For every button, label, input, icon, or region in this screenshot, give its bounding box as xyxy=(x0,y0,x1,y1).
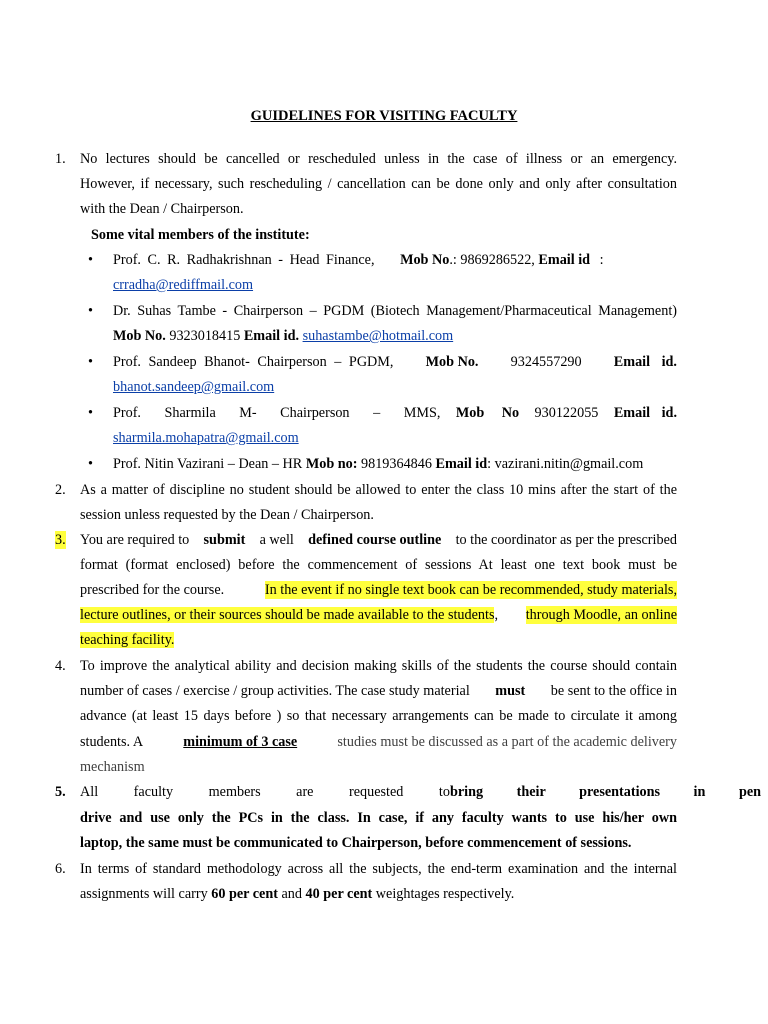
item-4-line-4 xyxy=(80,733,677,751)
member-4-mob: 930122055 xyxy=(534,405,599,421)
member-4-mob-label: Mob No xyxy=(455,405,520,421)
item-4-line-3: advance (at least 15 days before ) so that necessary arrangements can be made to circulate it among xyxy=(80,708,677,724)
item-6-line-1: In terms of standard methodology across all the subjects, the end-term examination and the internal xyxy=(80,861,677,877)
item-4-text-c: be sent to the office in xyxy=(550,683,677,699)
item-4-text-students: students. A xyxy=(80,734,144,750)
item-number-5: 5. xyxy=(55,784,66,800)
item-number-1: 1. xyxy=(55,151,66,167)
member-3-name: Prof. Sandeep Bhanot- Chairperson – PGDM, xyxy=(113,354,394,370)
item-6-forty: 40 per cent xyxy=(305,886,373,902)
bullet-2: • xyxy=(88,303,93,319)
member-2-email-link[interactable]: suhastambe@hotmail.com xyxy=(302,328,454,344)
member-4-email-link[interactable]: sharmila.mohapatra@gmail.com xyxy=(113,430,299,446)
item-3-text-e: to the coordinator as per the prescribed xyxy=(455,532,677,548)
members-subheading: Some vital members of the institute: xyxy=(91,227,310,243)
member-5-role: – Dean – HR xyxy=(227,456,303,472)
member-2-email-label: Email id. xyxy=(243,328,300,344)
item-5-line-2: drive and use only the PCs in the class. In case, if any faculty wants to use his/her own xyxy=(80,810,677,826)
bullet-1: • xyxy=(88,252,93,268)
member-1-mob: .: 9869286522, xyxy=(449,252,535,268)
item-3-submit: submit xyxy=(203,532,246,548)
item-number-2: 2. xyxy=(55,482,66,498)
member-5-email: : vazirani.nitin@gmail.com xyxy=(487,456,644,472)
item-3-highlight-1: In the event if no single text book can be recommended, study materials, xyxy=(264,582,677,598)
member-3-email-link[interactable]: bhanot.sandeep@gmail.com xyxy=(113,379,275,395)
document-title: GUIDELINES FOR VISITING FACULTY xyxy=(250,108,518,124)
item-5-text-a: All faculty members are requested to xyxy=(80,784,450,800)
member-2-mob-label: Mob No. xyxy=(113,328,166,344)
bullet-3: • xyxy=(88,354,93,370)
item-6-text-e: weightages respectively. xyxy=(375,886,515,902)
item-4-must: must xyxy=(495,683,526,699)
item-1-line-1: No lectures should be cancelled or rescheduled unless in the case of illness or an emergency. xyxy=(80,151,677,167)
item-3-line-3-a: prescribed for the course. xyxy=(80,582,225,598)
item-3-line-4 xyxy=(80,606,677,624)
member-1-mob-label: Mob No xyxy=(400,252,450,268)
item-4-line-1: To improve the analytical ability and decision making skills of the students the course should contain xyxy=(80,658,677,674)
member-5-email-label: Email id xyxy=(435,456,488,472)
member-3-mob-label: Mob No. xyxy=(425,354,479,370)
member-5-name: Prof. Nitin Vazirani xyxy=(113,456,225,472)
member-5-mob: 9819364846 xyxy=(361,456,432,472)
item-3-comma: , xyxy=(494,607,499,623)
bullet-4: • xyxy=(88,405,93,421)
item-4-text-studies: studies must be discussed as a part of the academic delivery xyxy=(337,734,677,750)
item-5-text-b: bring their presentations in pen xyxy=(449,784,762,800)
item-3-line-1 xyxy=(80,531,677,549)
item-3-course-outline: defined course outline xyxy=(308,532,442,548)
item-4-text-a: number of cases / exercise / group activities. The case study material xyxy=(80,683,470,699)
member-4-line-1 xyxy=(113,404,677,422)
member-1-line-2 xyxy=(113,276,677,294)
item-3-highlight-2: lecture outlines, or their sources should be made available to the students xyxy=(80,607,495,623)
bullet-5: • xyxy=(88,456,93,472)
item-3-highlight-4: teaching facility. xyxy=(80,632,175,648)
member-5-mob-label: Mob no: xyxy=(305,456,358,472)
member-4-email-label: Email id. xyxy=(613,405,677,421)
item-4-line-5: mechanism xyxy=(80,759,145,775)
member-1-email-colon: : xyxy=(599,252,604,268)
item-1-line-3: with the Dean / Chairperson. xyxy=(80,201,244,217)
member-3-email-label: Email id. xyxy=(613,354,677,370)
member-4-name: Prof. Sharmila M- Chairperson – MMS, xyxy=(113,405,441,421)
item-2-line-2: session unless requested by the Dean / Chairperson. xyxy=(80,507,374,523)
item-4-line-2 xyxy=(80,682,677,700)
member-2-line-1: Dr. Suhas Tambe - Chairperson – PGDM (Biotech Management/Pharmaceutical Management) xyxy=(113,303,677,319)
item-3-highlight-3: through Moodle, an online xyxy=(525,607,677,623)
member-3-mob: 9324557290 xyxy=(510,354,582,370)
member-2-line-2 xyxy=(113,327,677,345)
item-5-line-1 xyxy=(80,783,762,801)
item-3-line-3 xyxy=(80,581,677,599)
member-5-line-1 xyxy=(113,455,677,473)
item-5-line-3: laptop, the same must be communicated to Chairperson, before commencement of sessions. xyxy=(80,835,632,851)
member-1-name: Prof. C. R. Radhakrishnan - Head Finance, xyxy=(113,252,375,268)
item-3-text-c: a well xyxy=(259,532,294,548)
item-1-line-2: However, if necessary, such rescheduling / cancellation can be done only and only after consultation xyxy=(80,176,677,192)
member-1-email-label: Email id xyxy=(538,252,591,268)
item-number-4: 4. xyxy=(55,658,66,674)
item-number-3: 3. xyxy=(55,532,66,548)
member-3-line-2 xyxy=(113,378,677,396)
item-6-and: and xyxy=(281,886,302,902)
item-3-line-5 xyxy=(80,631,677,649)
member-1-email-link[interactable]: crradha@rediffmail.com xyxy=(113,277,254,293)
member-4-line-2 xyxy=(113,429,677,447)
member-3-line-1 xyxy=(113,353,677,371)
member-1-line-1 xyxy=(113,251,677,269)
item-4-minimum-cases: minimum of 3 case xyxy=(183,734,298,750)
item-number-6: 6. xyxy=(55,861,66,877)
item-6-sixty: 60 per cent xyxy=(211,886,278,902)
item-6-line-2 xyxy=(80,885,677,903)
item-6-text-a: assignments will carry xyxy=(80,886,208,902)
item-3-text-a: You are required to xyxy=(80,532,190,548)
item-3-line-2: format (format enclosed) before the commencement of sessions At least one text book must be xyxy=(80,557,677,573)
item-2-line-1: As a matter of discipline no student should be allowed to enter the class 10 mins after the start of the xyxy=(80,482,677,498)
member-2-mob: 9323018415 xyxy=(169,328,241,344)
